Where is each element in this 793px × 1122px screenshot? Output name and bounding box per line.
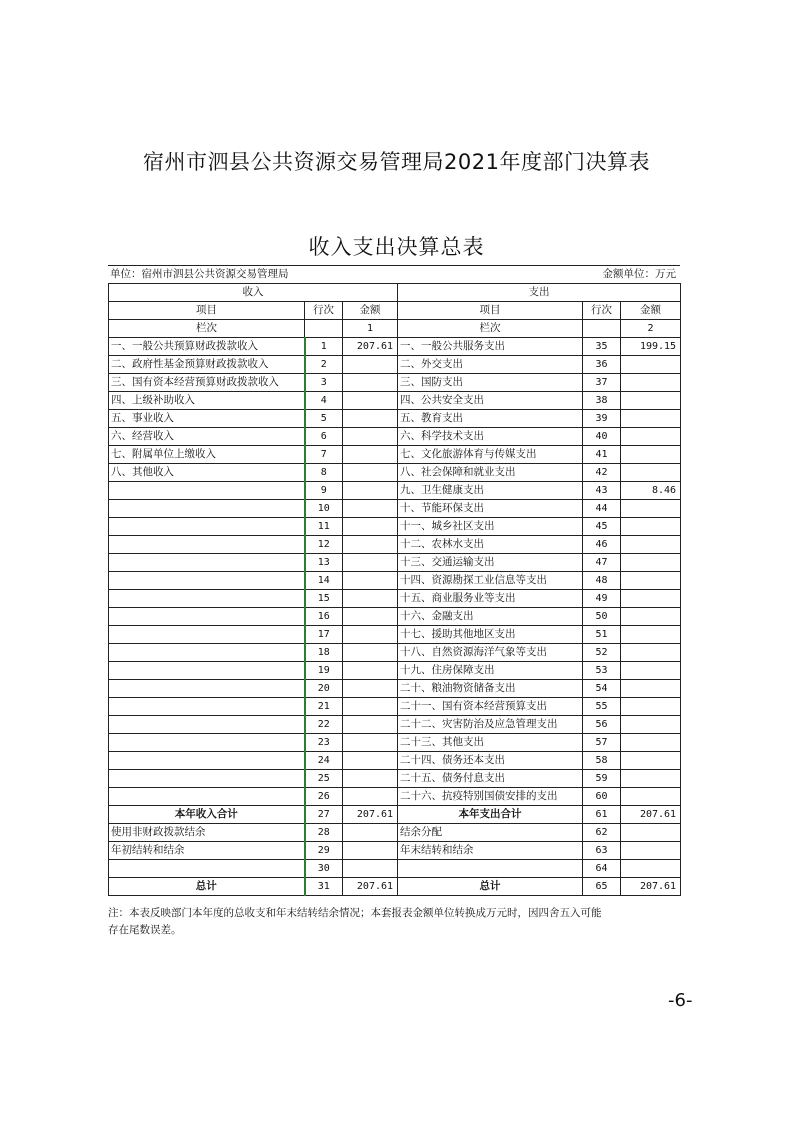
expense-line-cell: 35 <box>583 338 621 356</box>
table-row <box>109 482 681 500</box>
income-amount-cell <box>343 860 398 878</box>
table-row <box>109 554 681 572</box>
income-line-cell: 17 <box>305 626 343 644</box>
income-item-cell <box>109 554 305 572</box>
table-row <box>109 716 681 734</box>
income-line-cell: 22 <box>305 716 343 734</box>
table-body <box>109 338 681 896</box>
expense-amount-cell <box>621 392 681 410</box>
expense-line-cell: 42 <box>583 464 621 482</box>
expense-line-cell: 36 <box>583 356 621 374</box>
table-row <box>109 590 681 608</box>
income-item-cell: 总计 <box>109 878 305 896</box>
expense-item-cell: 本年支出合计 <box>398 806 583 824</box>
income-line-cell: 18 <box>305 644 343 662</box>
expense-amount-cell <box>621 554 681 572</box>
expense-line-cell: 38 <box>583 392 621 410</box>
expense-amount-cell: 207.61 <box>621 806 681 824</box>
income-line-cell: 3 <box>305 374 343 392</box>
income-line-cell: 13 <box>305 554 343 572</box>
expense-line-cell: 51 <box>583 626 621 644</box>
income-item-cell: 八、其他收入 <box>109 464 305 482</box>
expense-line-cell: 65 <box>583 878 621 896</box>
income-item-cell <box>109 644 305 662</box>
table-row <box>109 824 681 842</box>
expense-line-cell: 47 <box>583 554 621 572</box>
income-amount-cell <box>343 428 398 446</box>
expense-line-cell: 64 <box>583 860 621 878</box>
income-line-cell: 8 <box>305 464 343 482</box>
table-row <box>109 842 681 860</box>
expense-item-cell: 七、文化旅游体育与传媒支出 <box>398 446 583 464</box>
expense-amount-cell <box>621 770 681 788</box>
income-amount-cell <box>343 392 398 410</box>
expense-item-cell: 三、国防支出 <box>398 374 583 392</box>
expense-item-cell: 十五、商业服务业等支出 <box>398 590 583 608</box>
income-line-cell: 9 <box>305 482 343 500</box>
expense-line-cell: 37 <box>583 374 621 392</box>
table-row <box>109 518 681 536</box>
table-row <box>109 374 681 392</box>
expense-amount-cell <box>621 860 681 878</box>
income-item-cell: 三、国有资本经营预算财政拨款收入 <box>109 374 305 392</box>
income-item-cell <box>109 860 305 878</box>
expense-amount-cell <box>621 464 681 482</box>
income-line-cell: 25 <box>305 770 343 788</box>
expense-item-cell: 总计 <box>398 878 583 896</box>
footnote-line-2: 存在尾数误差。 <box>108 924 182 936</box>
table-row <box>109 806 681 824</box>
income-amount-cell <box>343 680 398 698</box>
col-item-expense: 项目 <box>398 302 583 320</box>
income-amount-cell <box>343 356 398 374</box>
table-row <box>109 338 681 356</box>
expense-amount-cell: 207.61 <box>621 878 681 896</box>
unit-row <box>108 265 680 283</box>
expense-item-cell: 八、社会保障和就业支出 <box>398 464 583 482</box>
col-no-1: 1 <box>343 320 398 338</box>
page-number: -6- <box>668 990 693 1011</box>
expense-item-cell <box>398 860 583 878</box>
expense-line-cell: 63 <box>583 842 621 860</box>
expense-line-cell: 61 <box>583 806 621 824</box>
income-item-cell: 本年收入合计 <box>109 806 305 824</box>
expense-amount-cell: 8.46 <box>621 482 681 500</box>
income-line-cell: 15 <box>305 590 343 608</box>
income-item-cell: 年初结转和结余 <box>109 842 305 860</box>
table-row <box>109 608 681 626</box>
table-row <box>109 878 681 896</box>
expense-item-cell: 年末结转和结余 <box>398 842 583 860</box>
income-item-cell <box>109 680 305 698</box>
table-row <box>109 788 681 806</box>
expense-item-cell: 结余分配 <box>398 824 583 842</box>
income-line-cell: 24 <box>305 752 343 770</box>
expense-amount-cell <box>621 410 681 428</box>
income-amount-cell <box>343 734 398 752</box>
expense-amount-cell <box>621 500 681 518</box>
expense-amount-cell <box>621 590 681 608</box>
income-item-cell <box>109 518 305 536</box>
table-row <box>109 500 681 518</box>
income-amount-cell <box>343 842 398 860</box>
expense-item-cell: 十二、农林水支出 <box>398 536 583 554</box>
expense-line-cell: 39 <box>583 410 621 428</box>
document-title: 宿州市泗县公共资源交易管理局2021年度部门决算表 <box>143 150 650 174</box>
income-amount-cell <box>343 554 398 572</box>
income-amount-cell: 207.61 <box>343 338 398 356</box>
expense-item-cell: 九、卫生健康支出 <box>398 482 583 500</box>
table-title: 收入支出决算总表 <box>308 235 485 259</box>
income-line-cell: 4 <box>305 392 343 410</box>
expense-item-cell: 十九、住房保障支出 <box>398 662 583 680</box>
income-amount-cell <box>343 698 398 716</box>
blank-cell <box>305 320 343 338</box>
expense-amount-cell <box>621 518 681 536</box>
expense-item-cell: 一、一般公共服务支出 <box>398 338 583 356</box>
income-amount-cell <box>343 500 398 518</box>
income-line-cell: 23 <box>305 734 343 752</box>
income-line-cell: 27 <box>305 806 343 824</box>
income-line-cell: 16 <box>305 608 343 626</box>
expense-item-cell: 二十四、债务还本支出 <box>398 752 583 770</box>
expense-header: 支出 <box>398 284 681 302</box>
expense-item-cell: 十八、自然资源海洋气象等支出 <box>398 644 583 662</box>
expense-line-cell: 53 <box>583 662 621 680</box>
expense-line-cell: 60 <box>583 788 621 806</box>
expense-amount-cell <box>621 428 681 446</box>
expense-item-cell: 二十二、灾害防治及应急管理支出 <box>398 716 583 734</box>
table-row <box>109 698 681 716</box>
income-amount-cell <box>343 536 398 554</box>
expense-amount-cell <box>621 374 681 392</box>
col-line-expense: 行次 <box>583 302 621 320</box>
income-item-cell: 六、经营收入 <box>109 428 305 446</box>
expense-item-cell: 四、公共安全支出 <box>398 392 583 410</box>
income-item-cell: 五、事业收入 <box>109 410 305 428</box>
expense-line-cell: 62 <box>583 824 621 842</box>
income-line-cell: 28 <box>305 824 343 842</box>
expense-line-cell: 46 <box>583 536 621 554</box>
table-row <box>109 734 681 752</box>
income-item-cell: 使用非财政拨款结余 <box>109 824 305 842</box>
income-item-cell <box>109 734 305 752</box>
blank-cell <box>583 320 621 338</box>
expense-item-cell: 六、科学技术支出 <box>398 428 583 446</box>
expense-amount-cell <box>621 752 681 770</box>
expense-amount-cell <box>621 626 681 644</box>
footnote <box>108 905 688 939</box>
income-line-cell: 5 <box>305 410 343 428</box>
income-amount-cell <box>343 644 398 662</box>
income-line-cell: 21 <box>305 698 343 716</box>
expense-item-cell: 十一、城乡社区支出 <box>398 518 583 536</box>
expense-amount-cell <box>621 608 681 626</box>
table-row <box>109 428 681 446</box>
expense-line-cell: 56 <box>583 716 621 734</box>
footnote-line-1: 注：本表反映部门本年度的总收支和年末结转结余情况；本套报表金额单位转换成万元时，因四舍五入可能 <box>108 907 602 919</box>
income-line-cell: 2 <box>305 356 343 374</box>
expense-item-cell: 二十一、国有资本经营预算支出 <box>398 698 583 716</box>
income-item-cell <box>109 536 305 554</box>
income-amount-cell <box>343 824 398 842</box>
income-line-cell: 11 <box>305 518 343 536</box>
income-line-cell: 7 <box>305 446 343 464</box>
income-amount-cell <box>343 752 398 770</box>
unit-label: 单位：宿州市泗县公共资源交易管理局 <box>110 268 289 280</box>
expense-amount-cell: 199.15 <box>621 338 681 356</box>
expense-amount-cell <box>621 824 681 842</box>
table-row <box>109 752 681 770</box>
income-amount-cell <box>343 590 398 608</box>
expense-line-cell: 54 <box>583 680 621 698</box>
income-item-cell <box>109 788 305 806</box>
income-item-cell <box>109 770 305 788</box>
expense-line-cell: 40 <box>583 428 621 446</box>
income-item-cell <box>109 698 305 716</box>
income-line-cell: 6 <box>305 428 343 446</box>
lanci-expense: 栏次 <box>398 320 583 338</box>
income-amount-cell <box>343 482 398 500</box>
expense-item-cell: 十四、资源勘探工业信息等支出 <box>398 572 583 590</box>
income-line-cell: 12 <box>305 536 343 554</box>
income-amount-cell <box>343 518 398 536</box>
expense-item-cell: 十三、交通运输支出 <box>398 554 583 572</box>
income-amount-cell <box>343 626 398 644</box>
income-item-cell <box>109 572 305 590</box>
expense-amount-cell <box>621 716 681 734</box>
expense-amount-cell <box>621 536 681 554</box>
col-amount-income: 金额 <box>343 302 398 320</box>
expense-line-cell: 49 <box>583 590 621 608</box>
expense-line-cell: 44 <box>583 500 621 518</box>
expense-item-cell: 二十、粮油物资储备支出 <box>398 680 583 698</box>
expense-item-cell: 二十六、抗疫特别国债安排的支出 <box>398 788 583 806</box>
income-line-cell: 10 <box>305 500 343 518</box>
income-item-cell: 七、附属单位上缴收入 <box>109 446 305 464</box>
expense-line-cell: 55 <box>583 698 621 716</box>
expense-amount-cell <box>621 644 681 662</box>
income-item-cell: 四、上级补助收入 <box>109 392 305 410</box>
expense-amount-cell <box>621 446 681 464</box>
income-amount-cell <box>343 410 398 428</box>
amount-unit: 金额单位：万元 <box>602 268 676 280</box>
section-header-row <box>109 284 681 302</box>
expense-amount-cell <box>621 698 681 716</box>
table-row <box>109 356 681 374</box>
income-amount-cell <box>343 788 398 806</box>
income-item-cell: 一、一般公共预算财政拨款收入 <box>109 338 305 356</box>
table-row <box>109 770 681 788</box>
income-item-cell <box>109 590 305 608</box>
col-item-income: 项目 <box>109 302 305 320</box>
income-amount-cell: 207.61 <box>343 806 398 824</box>
income-item-cell: 二、政府性基金预算财政拨款收入 <box>109 356 305 374</box>
table-row <box>109 410 681 428</box>
income-item-cell <box>109 626 305 644</box>
income-line-cell: 26 <box>305 788 343 806</box>
income-line-cell: 14 <box>305 572 343 590</box>
expense-line-cell: 58 <box>583 752 621 770</box>
expense-line-cell: 48 <box>583 572 621 590</box>
income-amount-cell <box>343 374 398 392</box>
table-row <box>109 464 681 482</box>
table-row <box>109 644 681 662</box>
table-row <box>109 446 681 464</box>
budget-table-sheet <box>108 265 680 896</box>
expense-item-cell: 十七、援助其他地区支出 <box>398 626 583 644</box>
expense-item-cell: 二十五、债务付息支出 <box>398 770 583 788</box>
expense-amount-cell <box>621 572 681 590</box>
table-row <box>109 392 681 410</box>
expense-item-cell: 十、节能环保支出 <box>398 500 583 518</box>
expense-item-cell: 二十三、其他支出 <box>398 734 583 752</box>
income-line-cell: 20 <box>305 680 343 698</box>
table-row <box>109 626 681 644</box>
expense-line-cell: 57 <box>583 734 621 752</box>
col-no-2: 2 <box>621 320 681 338</box>
expense-amount-cell <box>621 842 681 860</box>
lanci-income: 栏次 <box>109 320 305 338</box>
income-item-cell <box>109 716 305 734</box>
income-amount-cell <box>343 662 398 680</box>
expense-amount-cell <box>621 356 681 374</box>
expense-amount-cell <box>621 788 681 806</box>
expense-amount-cell <box>621 680 681 698</box>
income-amount-cell <box>343 716 398 734</box>
expense-line-cell: 59 <box>583 770 621 788</box>
table-row <box>109 536 681 554</box>
expense-line-cell: 45 <box>583 518 621 536</box>
income-item-cell <box>109 482 305 500</box>
income-line-cell: 31 <box>305 878 343 896</box>
income-item-cell <box>109 662 305 680</box>
expense-line-cell: 41 <box>583 446 621 464</box>
column-number-row <box>109 320 681 338</box>
income-expense-table <box>108 283 681 896</box>
expense-item-cell: 二、外交支出 <box>398 356 583 374</box>
expense-amount-cell <box>621 662 681 680</box>
expense-item-cell: 五、教育支出 <box>398 410 583 428</box>
income-line-cell: 1 <box>305 338 343 356</box>
col-line-income: 行次 <box>305 302 343 320</box>
income-amount-cell: 207.61 <box>343 878 398 896</box>
income-amount-cell <box>343 446 398 464</box>
income-amount-cell <box>343 464 398 482</box>
expense-amount-cell <box>621 734 681 752</box>
column-header-row <box>109 302 681 320</box>
table-row <box>109 572 681 590</box>
expense-line-cell: 50 <box>583 608 621 626</box>
income-line-cell: 30 <box>305 860 343 878</box>
table-row <box>109 662 681 680</box>
expense-item-cell: 十六、金融支出 <box>398 608 583 626</box>
income-amount-cell <box>343 608 398 626</box>
col-amount-expense: 金额 <box>621 302 681 320</box>
income-line-cell: 19 <box>305 662 343 680</box>
table-row <box>109 680 681 698</box>
income-header: 收入 <box>109 284 398 302</box>
expense-line-cell: 43 <box>583 482 621 500</box>
income-item-cell <box>109 500 305 518</box>
table-row <box>109 860 681 878</box>
income-amount-cell <box>343 770 398 788</box>
income-item-cell <box>109 752 305 770</box>
income-amount-cell <box>343 572 398 590</box>
expense-line-cell: 52 <box>583 644 621 662</box>
income-item-cell <box>109 608 305 626</box>
income-line-cell: 29 <box>305 842 343 860</box>
